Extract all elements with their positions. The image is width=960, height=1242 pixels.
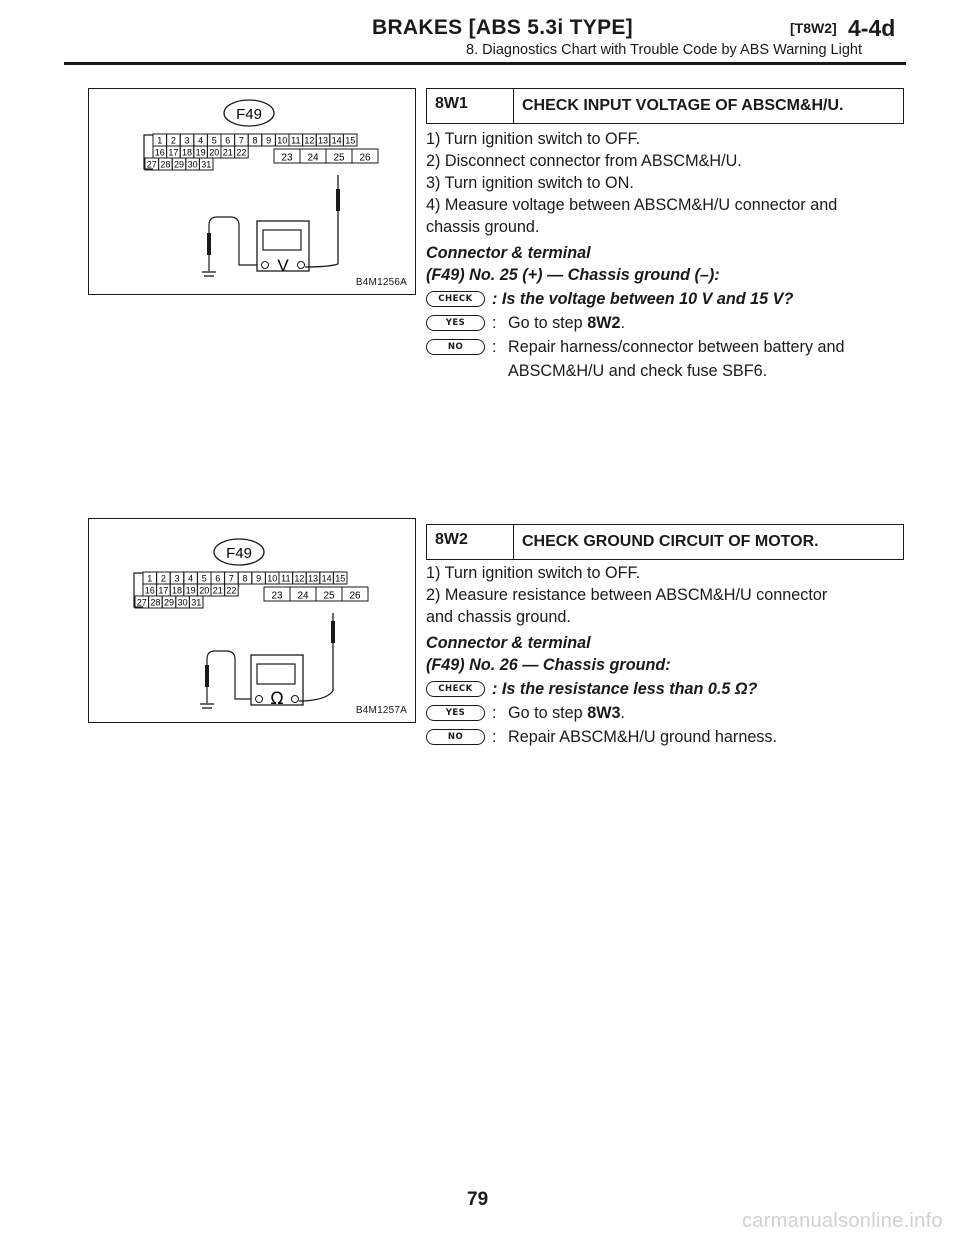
section-code: [T8W2] — [790, 20, 837, 36]
meter-lead-pos — [305, 264, 338, 267]
yes-prefix: Go to step — [508, 704, 583, 722]
connector-pin-number: 21 — [212, 585, 223, 596]
instruction-line: 2) Measure resistance between ABSCM&H/U connector — [426, 586, 828, 604]
step-body-8w1 — [426, 128, 906, 382]
connector-pin-number: 5 — [211, 135, 217, 146]
colon: : — [492, 704, 497, 722]
connector-pin-number: 16 — [144, 585, 155, 596]
connector-pin-number: 17 — [158, 585, 169, 596]
connector-pin-number: 29 — [163, 597, 175, 608]
connector-id: F49 — [226, 545, 252, 562]
step-id: 8W1 — [427, 89, 514, 123]
no-row — [426, 336, 906, 360]
connector-pin-number: 21 — [222, 147, 233, 158]
check-row — [426, 678, 906, 702]
yes-prefix: Go to step — [508, 314, 583, 332]
connector-pin-number: 27 — [146, 159, 157, 170]
meter-lead-pos — [299, 691, 333, 701]
meter-symbol: V — [277, 256, 289, 275]
watermark: carmanualsonline.info — [742, 1210, 943, 1232]
check-row — [426, 288, 906, 312]
connector-pin-number: 23 — [271, 590, 283, 602]
connector-pin-number: 9 — [266, 135, 272, 146]
connector-pin-number: 7 — [228, 573, 234, 584]
connector-pin-number: 9 — [256, 573, 262, 584]
meter-symbol: Ω — [270, 689, 284, 709]
probe-tip — [336, 189, 340, 211]
no-action: Repair harness/connector between battery and — [508, 338, 845, 356]
page-title: BRAKES [ABS 5.3i TYPE] — [372, 16, 633, 39]
connector-pin-number: 26 — [349, 590, 361, 602]
colon: : — [492, 728, 497, 746]
connector-pin-number: 4 — [188, 573, 194, 584]
diagram-drawing — [89, 89, 417, 296]
page-reference: 4-4d — [848, 15, 896, 41]
connector-pin-number: 27 — [136, 597, 147, 608]
check-badge: CHECK — [426, 681, 485, 697]
no-action-continued: ABSCM&H/U and check fuse SBF6. — [508, 362, 768, 380]
instruction-line: 4) Measure voltage between ABSCM&H/U connector and — [426, 196, 838, 214]
yes-badge: YES — [426, 315, 485, 331]
connector-pin-number: 18 — [171, 585, 183, 596]
connector-pin-number: 14 — [331, 135, 342, 146]
yes-step-ref: 8W3 — [587, 704, 621, 722]
no-badge: NO — [426, 339, 485, 355]
connector-pin-number: 15 — [345, 135, 356, 146]
connector-heading: Connector & terminal — [426, 244, 591, 262]
connector-pin-number: 3 — [184, 135, 190, 146]
connector-pin-number: 2 — [160, 573, 166, 584]
connector-pin-number: 3 — [174, 573, 180, 584]
connector-pin-number: 10 — [277, 135, 288, 146]
connector-pin-number: 5 — [201, 573, 207, 584]
connector-pin-number: 24 — [297, 590, 309, 602]
connector-pin-number: 25 — [323, 590, 335, 602]
connector-pin-number: 12 — [294, 573, 305, 584]
connector-pin-number: 19 — [195, 147, 206, 158]
connector-pin-number: 19 — [185, 585, 196, 596]
connector-pin-number: 11 — [281, 573, 291, 584]
connector-pin-number: 1 — [157, 135, 163, 146]
connector-pin-number: 15 — [335, 573, 346, 584]
connector-pin-number: 13 — [307, 573, 319, 584]
connector-pin-number: 12 — [304, 135, 315, 146]
connector-pin-number: 28 — [150, 597, 161, 608]
connector-pin-number: 25 — [333, 152, 345, 164]
yes-step-ref: 8W2 — [587, 314, 621, 332]
ground-lead — [209, 217, 257, 271]
connector-pin-number: 4 — [198, 135, 204, 146]
instruction-line: and chassis ground. — [426, 608, 571, 626]
figure-label: B4M1257A — [355, 705, 407, 716]
connector-pin-number: 29 — [173, 159, 185, 170]
check-question: : Is the voltage between 10 V and 15 V? — [492, 290, 794, 308]
connector-pin-number: 14 — [321, 573, 332, 584]
connector-pin-number: 22 — [236, 147, 247, 158]
connector-detail: (F49) No. 25 (+) — Chassis ground (–): — [426, 266, 720, 284]
connector-pin-number: 6 — [225, 135, 231, 146]
step-title: CHECK GROUND CIRCUIT OF MOTOR. — [522, 533, 819, 550]
step-body-8w2 — [426, 562, 906, 750]
no-badge: NO — [426, 729, 485, 745]
ground-lead — [207, 651, 251, 703]
connector-pin-number: 23 — [281, 152, 293, 164]
colon: : — [492, 314, 497, 332]
no-action: Repair ABSCM&H/U ground harness. — [508, 728, 778, 746]
figure-label: B4M1256A — [355, 277, 407, 288]
connector-pin-number: 24 — [307, 152, 319, 164]
connector-pin-number: 31 — [191, 597, 202, 608]
yes-action: Go to step 8W2. — [508, 314, 625, 332]
instruction-line: 3) Turn ignition switch to ON. — [426, 174, 634, 192]
page-number: 79 — [467, 1189, 489, 1210]
colon: : — [492, 338, 497, 356]
probe-tip — [331, 621, 335, 643]
instruction-line: chassis ground. — [426, 218, 540, 236]
connector-id: F49 — [236, 106, 262, 123]
connector-pin-number: 31 — [201, 159, 212, 170]
yes-badge: YES — [426, 705, 485, 721]
connector-pin-number: 18 — [181, 147, 193, 158]
connector-pin-number: 17 — [168, 147, 179, 158]
connector-pin-number: 2 — [170, 135, 176, 146]
connector-pin-number: 13 — [317, 135, 329, 146]
ground-probe — [205, 665, 209, 687]
yes-action: Go to step 8W3. — [508, 704, 625, 722]
step-title: CHECK INPUT VOLTAGE OF ABSCM&H/U. — [522, 97, 844, 114]
connector-pin-number: 22 — [226, 585, 237, 596]
connector-pin-number: 30 — [187, 159, 198, 170]
no-row — [426, 726, 906, 750]
step-header-8w2 — [426, 524, 904, 560]
page-subtitle: 8. Diagnostics Chart with Trouble Code by ABS Warning Light — [466, 42, 862, 58]
connector-pin-number: 20 — [209, 147, 220, 158]
step-header-8w1 — [426, 88, 904, 124]
check-badge: CHECK — [426, 291, 485, 307]
check-question: : Is the resistance less than 0.5 Ω? — [492, 680, 758, 698]
yes-row — [426, 312, 906, 336]
connector-pin-number: 11 — [291, 135, 301, 146]
connector-heading: Connector & terminal — [426, 634, 591, 652]
connector-pin-number: 16 — [154, 147, 165, 158]
connector-pin-number: 6 — [215, 573, 221, 584]
connector-diagram-resistance — [88, 518, 416, 723]
connector-pin-number: 28 — [160, 159, 171, 170]
instruction-line: 1) Turn ignition switch to OFF. — [426, 564, 641, 582]
connector-pin-number: 8 — [242, 573, 248, 584]
instruction-line: 1) Turn ignition switch to OFF. — [426, 130, 641, 148]
ground-probe — [207, 233, 211, 255]
instruction-line: 2) Disconnect connector from ABSCM&H/U. — [426, 152, 742, 170]
connector-pin-number: 30 — [177, 597, 188, 608]
connector-pin-number: 8 — [252, 135, 258, 146]
step-id: 8W2 — [427, 525, 514, 559]
connector-pin-number: 7 — [238, 135, 244, 146]
header-rule — [64, 62, 906, 65]
yes-row — [426, 702, 906, 726]
diagram-drawing — [89, 519, 417, 724]
connector-pin-number: 10 — [267, 573, 278, 584]
connector-diagram-voltage — [88, 88, 416, 295]
connector-pin-number: 20 — [199, 585, 210, 596]
connector-detail: (F49) No. 26 — Chassis ground: — [426, 656, 671, 674]
connector-pin-number: 26 — [359, 152, 371, 164]
connector-pin-number: 1 — [147, 573, 153, 584]
